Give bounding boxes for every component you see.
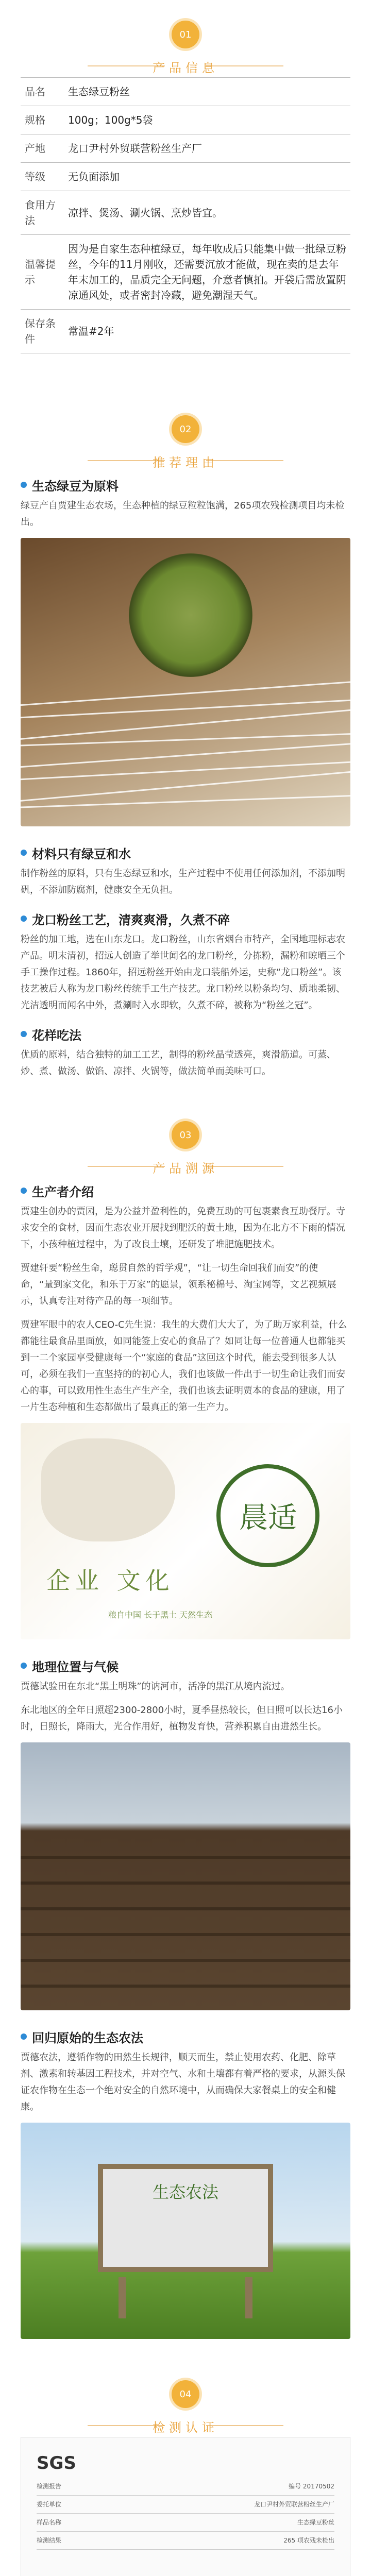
farmland-photo [21,1742,350,2010]
report-value: 265 项农残未检出 [283,2537,334,2544]
trace-paragraph: 贾德农法，遵循作物的田然生长规律，顺天而生，禁止使用农药、化肥、除草剂、激素和转基因工程技术，并对空气、水和土壤都有着严格的要求，从源头保证农作物在生态一个绝对安全的自然环境中，从而确保大家餐桌上的安全和健康。 [21,2052,345,2112]
report-value: 龙口尹村外贸联营粉丝生产厂 [254,2501,334,2508]
info-value: 因为是自家生态种植绿豆，每年收成后只能集中做一批绿豆粉丝，今年的11月刚收，还需要沉放才能做，现在卖的是去年年末加工的，品质完全无问题，介意者慎拍。开袋后需放置阴凉通风处，或者密封冷藏，避免潮湿天气。 [64,235,350,310]
info-key: 等级 [21,163,64,191]
trace-item [0,2024,371,2115]
section-header-info [0,0,371,77]
bullet-dot-icon [21,482,27,488]
section-number-badge: 04 [172,2380,199,2408]
bullet-dot-icon [21,1663,27,1669]
report-value: 编号 20170502 [289,2483,334,2490]
section-title: 检测认证 [153,2420,218,2435]
reason-text: 优质的原料，结合独特的加工工艺，制得的粉丝晶莹透亮，爽滑筋道。可蒸、炒、煮、做汤、做馅、凉拌、火锅等，做法简单而美味可口。 [21,1049,336,1077]
report-value: 生态绿豆粉丝 [297,2519,334,2526]
bullet-dot-icon [21,850,27,856]
reason-text: 绿豆产自贾建生态农场，生态种植的绿豆粒粒饱满，265项农残检测项目均未检出。 [21,500,345,528]
trace-title: 生产者介绍 [32,1184,94,1199]
info-value: 龙口尹村外贸联营粉丝生产厂 [64,134,350,163]
trace-paragraph: 东北地区的全年日照超2300-2800小时，夏季昼热较长，但日照可以长达16小时，日照长，降雨大，光合作用好，植物发育快，营养积累自由进然生长。 [21,1705,343,1732]
trace-paragraph: 贾建生创办的贾园，是为公益并盈利性的，免费互助的可包裹素食互助餐厅。寺求安全的食材，因而生态农业开展找到肥沃的黄土地，因为在北方不下雨的情况下，小孩种植过程中，为了改良土壤，还研发了堆肥施肥技术。 [21,1206,345,1250]
eco-farming-billboard-photo [21,2123,350,2339]
section-header-certification [0,2360,371,2437]
mung-bean-vermicelli-photo [21,538,350,826]
report-row [37,2535,334,2546]
bullet-dot-icon [21,1188,27,1194]
info-key: 保存条件 [21,310,64,353]
reason-title: 生态绿豆为原料 [32,479,119,494]
section-header-reasons [0,395,371,472]
culture-slogan: 粮自中国 长于黑土 天然生态 [108,1610,213,1620]
report-row [37,2499,334,2510]
info-key: 品名 [21,78,64,106]
report-label: 检测报告 [37,2483,62,2490]
reason-item [0,906,371,1014]
report-row [37,2517,334,2528]
info-row [21,191,350,235]
reason-item [0,472,371,531]
info-row [21,310,350,353]
info-value: 生态绿豆粉丝 [64,78,350,106]
culture-heading: 企业 文化 [46,1567,175,1595]
info-value: 100g；100g*5袋 [64,106,350,134]
info-row [21,106,350,134]
report-label: 委托单位 [37,2501,62,2508]
section-number-badge: 01 [172,21,199,48]
info-key: 温馨提示 [21,235,64,310]
info-key: 规格 [21,106,64,134]
report-label: 检测结果 [37,2537,62,2544]
trace-paragraph: 贾建军眼中的农人CEO-C先生说：我生的大费们大大了，为了助万家利益，什么都能往最食品里面放，如同能签上安心的食品了？如同让每一位普通人也都能买到一二个家园享受健康每一个“家庭的食品”这回这个时代，能去受到很多人认可，必须在我们一直坚持的的初心人，我们也该做一件出于一切生命让我们而安心的事，可以致用性生态生产生产全，我们也该去证明贾本的食品的建康，用了一片生态种植和生态都做出了最真正的第一生产力。 [21,1319,347,1413]
brand-seal-logo: 晨适 [216,1464,319,1567]
section-title: 推荐理由 [153,455,218,470]
test-report-document [21,2437,350,2576]
bullet-dot-icon [21,1031,27,1037]
section-number-badge: 03 [172,1121,199,1149]
reason-title: 花样吃法 [32,1028,81,1043]
corporate-culture-image [21,1423,350,1639]
report-row [37,2481,334,2492]
reason-title: 龙口粉丝工艺，清爽爽滑，久煮不碎 [32,912,230,927]
report-label: 样品名称 [37,2519,62,2526]
section-title: 产品溯源 [153,1161,218,1176]
info-value: 无负面添加 [64,163,350,191]
section-number-badge: 02 [172,415,199,443]
trace-item [0,1178,371,1416]
bullet-dot-icon [21,2033,27,2040]
section-title: 产品信息 [153,61,218,75]
info-row [21,163,350,191]
info-key: 食用方法 [21,191,64,235]
map-graphic [41,1438,175,1541]
reason-item [0,1021,371,1080]
reason-item [0,840,371,899]
product-info-table [21,77,350,353]
trace-paragraph: 贾建轩要“粉丝生命，聪贯自然的哲学观”，“让一切生命回我们而安”的使命，“量到家文化，和乐于万家”的愿景，领系秘棉号、淘宝网等，文艺视频展示，认真专注对待产品的每一项细节。 [21,1263,336,1307]
reason-text: 粉丝的加工地，选在山东龙口。龙口粉丝，山东省烟台市特产，全国地理标志农产品。明末清初，招远人创造了举世闻名的龙口粉丝，分拣粉，漏粉和晾晒三个手工操作过程。1860年，招远粉丝开始由龙口装船外运，史称“龙口粉丝”。该技艺被后人称为龙口粉丝传统手工生产技艺。龙口粉丝以粉条均匀、质地柔韧、光洁透明而闻名中外，煮涮时入水即软，久煮不碎，被称为“粉丝之冠”。 [21,934,345,1011]
reason-title: 材料只有绿豆和水 [32,846,131,861]
billboard [98,2164,273,2272]
trace-title: 地理位置与气候 [32,1659,119,1674]
info-row [21,235,350,310]
section-header-trace [0,1100,371,1178]
sgs-logo: SGS [37,2453,76,2473]
bullet-dot-icon [21,916,27,922]
info-value: 凉拌、煲汤、涮火锅、烹炒皆宜。 [64,191,350,235]
info-key: 产地 [21,134,64,163]
info-row [21,78,350,106]
trace-title: 回归原始的生态农法 [32,2030,143,2045]
info-row [21,134,350,163]
reason-text: 制作粉丝的原料，只有生态绿豆和水，生产过程中不使用任何添加剂，不添加明矾，不添加防腐剂，健康安全无负担。 [21,868,345,895]
info-value: 常温#2年 [64,310,350,353]
trace-item [0,1653,371,1735]
billboard-title: 生态农法 [152,2182,218,2202]
trace-paragraph: 贾德试验田在东北“黑土明珠”的讷河市，活净的黑江从境内流过。 [21,1681,290,1692]
